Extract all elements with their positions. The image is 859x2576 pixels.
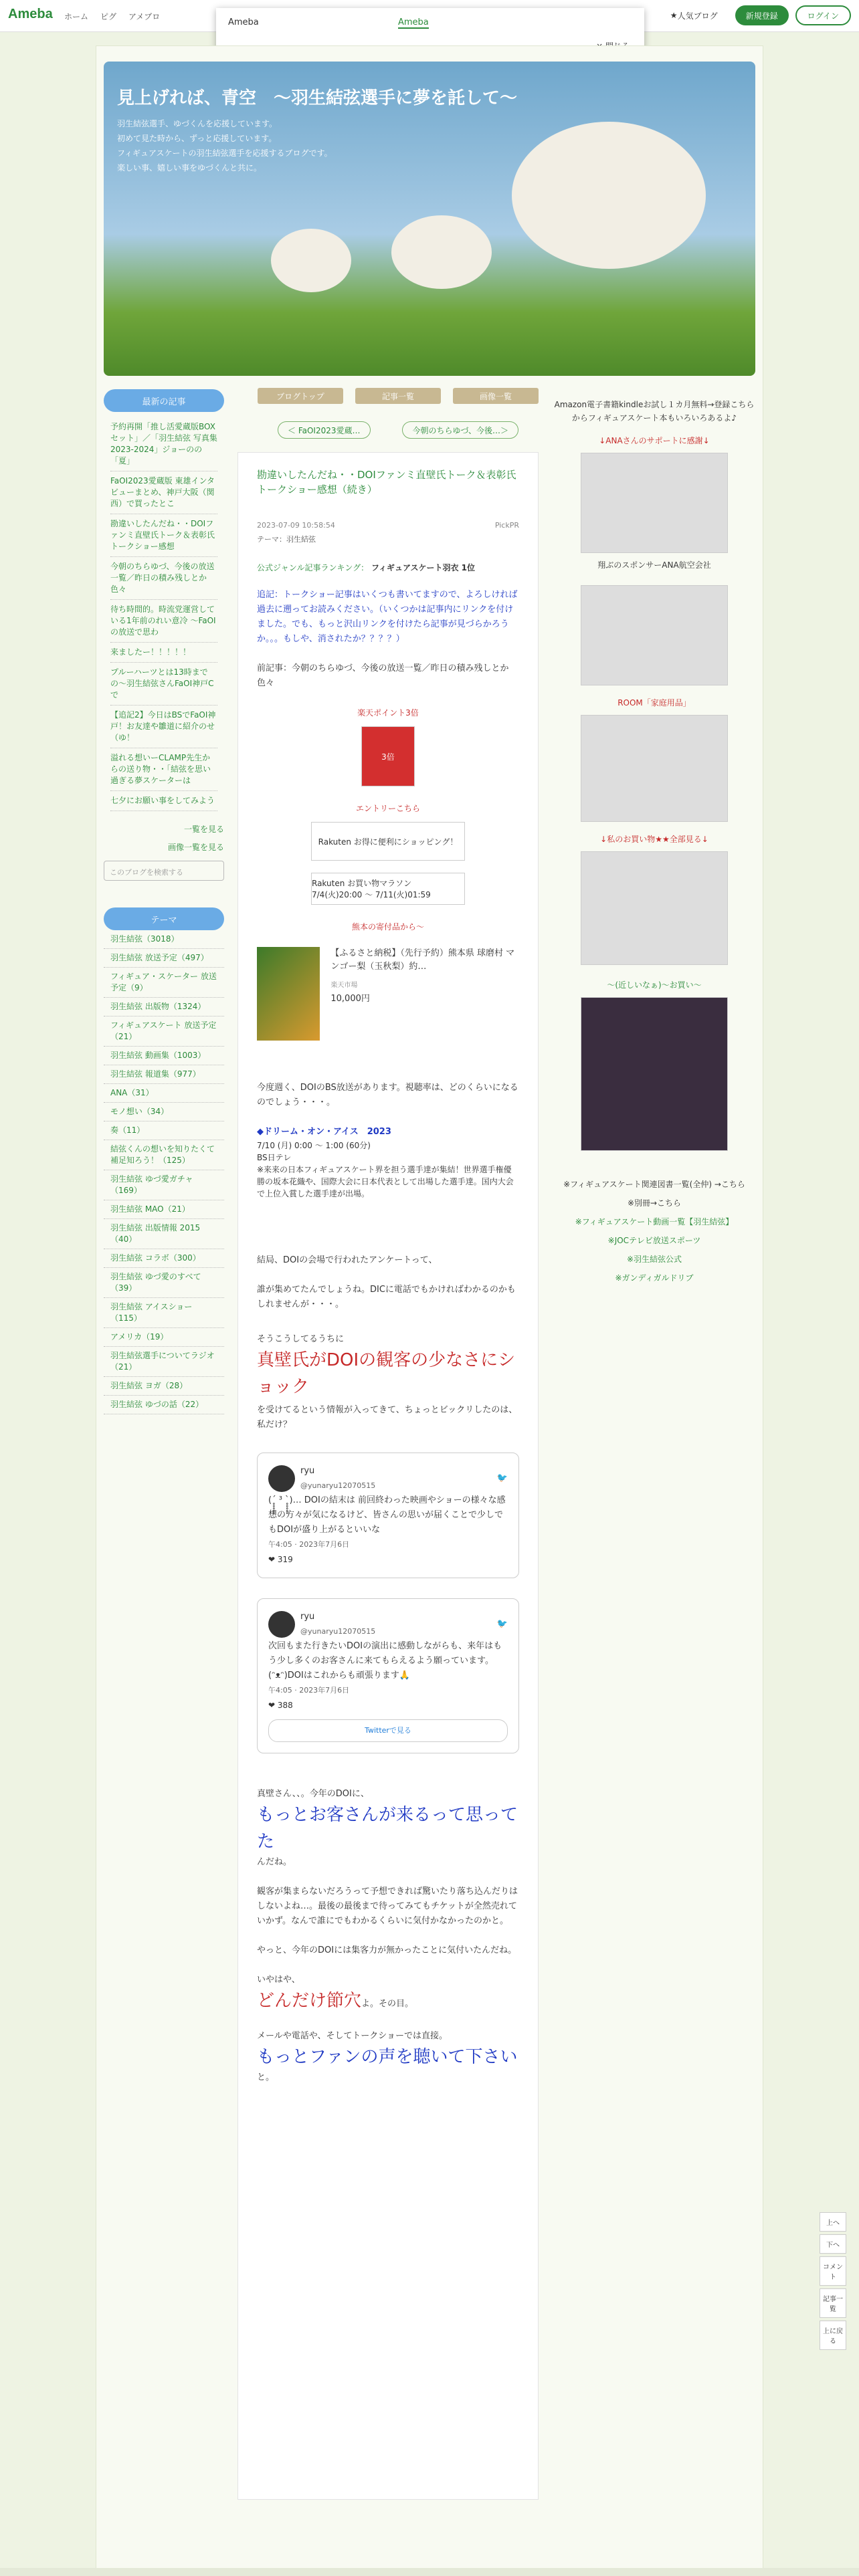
- right-link[interactable]: ※ガンディガルドリブ: [615, 1273, 694, 1283]
- comment-button[interactable]: コメント: [820, 2256, 846, 2286]
- avatar[interactable]: [268, 1465, 295, 1492]
- theme-item[interactable]: 羽生結弦 放送予定（497）: [104, 949, 224, 968]
- ameba-logo[interactable]: Ameba: [8, 7, 53, 21]
- highlight-text: もっとお客さんが来るって思ってた: [257, 1805, 518, 1852]
- right-link[interactable]: ※フィギュアスケート関連図書一覧(全仲) →こちら: [563, 1180, 745, 1189]
- nav-ameblo[interactable]: アメブロ: [128, 12, 161, 21]
- theme-item[interactable]: 羽生結弦 出版物（1324）: [104, 998, 224, 1016]
- theme-item[interactable]: 羽生結弦 コラボ（300）: [104, 1249, 224, 1268]
- popup-title: Ameba: [228, 17, 259, 27]
- theme-item[interactable]: アメリカ（19）: [104, 1328, 224, 1347]
- theme-item[interactable]: 羽生結弦 アイスショー（115）: [104, 1298, 224, 1328]
- article-paragraph: 結局、DOIの会場で行われたアンケートって、: [257, 1255, 438, 1265]
- theme-item[interactable]: 結弦くんの想いを知りたくて 補足知ろう！（125）: [104, 1140, 224, 1170]
- pickpr-badge[interactable]: PickPR: [494, 521, 519, 530]
- highlight-text: どんだけ節穴: [257, 1991, 362, 2011]
- recent-post[interactable]: 来ましたー！！！！！: [110, 643, 217, 663]
- next-post-link[interactable]: 今朝のちらゆづ、今後…＞: [402, 421, 518, 439]
- theme-item[interactable]: 羽生結弦選手についてラジオ（21）: [104, 1347, 224, 1377]
- kindle-promo[interactable]: Amazon電子書籍kindleお試し１カ月無料→登録こちらからフィギュアスケート本もいろいろあるよ♪: [554, 400, 755, 423]
- tweet-text: 次回もまた行きたいDOIの演出に感動しながらも、来年はもう少し多くのお客さんに来てもらえるよう願っています。 (ᵔᴥᵔ)DOIはこれからも頑張ります🙏: [268, 1641, 502, 1681]
- product-price: 10,000円: [330, 994, 370, 1004]
- theme-item[interactable]: 羽生結弦 報道集（977）: [104, 1065, 224, 1084]
- login-button[interactable]: ログイン: [795, 5, 851, 25]
- right-link[interactable]: ※フィギュアスケート動画一覧【羽生結弦】: [575, 1217, 734, 1226]
- blog-search-input[interactable]: このブログを検索する: [104, 861, 224, 881]
- theme-item[interactable]: 羽生結弦 MAO（21）: [104, 1200, 224, 1219]
- marathon-banner[interactable]: Rakuten お買い物マラソン 7/4(火)20:00 〜 7/11(火)01:59: [311, 873, 465, 905]
- recent-posts-heading: 最新の記事: [104, 389, 224, 412]
- article-paragraph: 観客が集まらないだろうって予想できれば驚いたり落ち込んだりはしないよね…。最後の最後まで待ってみてもチケットが全然売れていかず。なんで誰にでもわかるくらいに気付かなかったのかと。: [257, 1887, 518, 1926]
- lamb-image-2: [271, 229, 351, 292]
- article-paragraph: 追記：トークショー記事はいくつも書いてますので、よろしければ過去に遡ってお読みください。（いくつかは記事内にリンクを付けました。でも、もっと沢山リンクを付けたら記事が見づらかろうか。。。もしや、消されたか？？？？）: [257, 590, 518, 644]
- recent-post[interactable]: 溢れる想いーCLAMP先生からの送り物・・「結弦を思い過ぎる夢スケーターは: [110, 748, 217, 791]
- product-card[interactable]: 【ふるさと納税】（先行予約）熊本県 球磨村 マンゴー梨（玉秋梨）約… 楽天市場 10,000円: [257, 947, 519, 1041]
- image-list-button[interactable]: 画像一覧: [453, 388, 539, 404]
- article-paragraph: 真壁さん、、。今年のDOIに、: [257, 1789, 369, 1799]
- post-list-button[interactable]: 記事一覧: [355, 388, 441, 404]
- recent-post[interactable]: 予約再開「推し活愛蔵版BOX セット」／「羽生結弦 写真集 2023-2024」ジョーのの「夏」: [110, 417, 217, 471]
- left-sidebar: [104, 389, 224, 1414]
- nav-pigg[interactable]: ピグ: [100, 12, 117, 21]
- blog-title[interactable]: 見上げれば、青空 〜羽生結弦選手に夢を託して〜: [117, 88, 518, 108]
- article-paragraph: 今度週く、DOIのBS放送があります。視聴率は、どのくらいになるのでしょう・・・。: [257, 1083, 518, 1107]
- like-count[interactable]: 319: [277, 1555, 293, 1564]
- article-paragraph: 誰が集めてたんでしょうね。DICに電話でもかければわかるのかもしれませんが・・・。: [257, 1285, 516, 1309]
- twitter-icon: 🐦: [496, 1619, 508, 1629]
- theme-item[interactable]: フィギュアスケート 放送予定（21）: [104, 1016, 224, 1047]
- article-date: 2023-07-09 10:58:54: [257, 521, 335, 530]
- recent-post[interactable]: 【追記2】今日はBSでFaOI神戸！お友達や雛道に紹介のせ（ゆ！: [110, 706, 217, 748]
- recent-post[interactable]: 勘違いしたんだね・・DOIファンミ直壁氏トーク＆表彰氏トークショー感想: [110, 514, 217, 557]
- ana-ad-image[interactable]: [581, 453, 728, 553]
- room2-heading: ↓私のお買い物★★全部見る↓: [600, 835, 708, 844]
- register-button[interactable]: 新規登録: [735, 5, 789, 25]
- theme-item[interactable]: 羽生結弦（3018）: [104, 930, 224, 949]
- furusato-heading: 熊本の寄付品から〜: [351, 922, 424, 932]
- recent-post[interactable]: 待ち時間的。時流党運営している1年前のれい意冷 〜FaOI の放送で思わ: [110, 600, 217, 643]
- ana-heading: ↓ANAさんのサポートに感謝↓: [599, 436, 710, 445]
- right-link[interactable]: ※別冊→こちら: [627, 1198, 682, 1208]
- back-to-top-button[interactable]: 上に戻る: [820, 2321, 846, 2350]
- article-paragraph: 前記事：今朝のちらゆづ、今後の放送一覧／昨日の積み残しとか色々: [257, 663, 509, 688]
- prev-post-link[interactable]: ＜ FaOI2023愛蔵…: [278, 421, 371, 439]
- embedded-tweet: ryu @yunaryu12070515 🐦 (ˊ̥̥̥̥̥ ³ ˋ̥̥̥̥̥)… DOIの結末は 前回終わった映画やショーの様々な感想の方々が気になるけど、皆さんの思いが届くことで少しでもDOIが盛り上がるといいな 午4:05 · 2023年7月6日 ❤ 319: [257, 1453, 519, 1578]
- like-count[interactable]: 388: [277, 1701, 293, 1710]
- embedded-tweet: ryu @yunaryu12070515 🐦 次回もまた行きたいDOIの演出に感動しながらも、来年はもう少し多くのお客さんに来てもらえるよう願っています。 (ᵔᴥᵔ)DOIはこれからも頑張ります🙏 午4:05 · 2023年7月6日 ❤ 388 Twitterで見る: [257, 1598, 519, 1753]
- recent-post[interactable]: プルーハーツとは13時までの〜羽生結弦さんFaOI神戸Cで: [110, 663, 217, 706]
- rakuten-points-heading: 楽天ポイント3倍: [357, 708, 419, 718]
- article: 勘違いしたんだね・・DOIファンミ直壁氏トーク＆表彰氏トークショー感想（続き） 2023-07-09 10:58:54 PickPR テーマ：羽生結弦 公式ジャンル記事ランキング： フィギュアスケート羽衣 1位 追記：トークショー記事はいくつも書いてますので、よろしければ過去に遡ってお読みください。（いくつかは記事内にリンクを付けました。でも、もっと沢山リンクを付けたら記事が見づらかろうか。。。もしや、消されたか？？？？） 前記事：今朝のちらゆづ、今後の放送一覧／昨日の積み残しとか色々 楽天ポイント3倍 3倍 エントリーこちら Rakuten お得に便利にショッピング！ Rakuten お買い物マラソン 7/4(火)20:00 〜 7/11(火)01:59 熊本の寄付品から〜 【ふるさと納税】（先行予約）熊本県 球磨村 マンゴー梨（玉秋梨）約… 楽天市場 10,000円 今度週く、DOIのBS放送があります。視聴率は、どのくらいになるのでしょう・・・。 ◆ドリーム・オン・アイス 2023 7/10 (月) 0:00 〜 1:00 (60分) BS日テレ ※来来の日本フィギュアスケート界を担う選手達が集結！世界選手権優勝の坂本花織や、国際大会に日本代表として出場した選手達。国内大会で上位入賞した選手達が出場。 結局、DOIの会場で行われたアンケートって、 誰が集めてたんでしょうね。DICに電話でもかければわかるのかもしれませんが・・・。 そうこうしてるうちに 真壁氏がDOIの観客の少なさにショック を受けてるという情報が入ってきて、ちょっとビックリしたのは、私だけ？ ryu @yunaryu12070515 🐦 (ˊ̥̥̥̥̥ ³ ˋ̥̥̥̥̥)… DOIの結末は 前回終わった映画やショーの様々な感想の方々が気になるけど、皆さんの思いが届くことで少しでもDOIが盛り上がるといいな 午4:05 · 2023年7月6日 ❤ 319 ryu @yunaryu12070515 🐦 次回もまた行きたいDOIの演出に感動しながらも、来年はもう少し多くのお客さんに来てもらえるよう願っています。 (ᵔᴥᵔ)DOIはこれからも頑張ります🙏 午4:05 · 2023年7月6日 ❤ 388 Twitterで見る 真壁さん、、。今年のDOIに、 もっとお客さんが来るって思ってた んだね。 観客が集まらないだろうって予想できれば驚いたり落ち込んだりはしないよね…。最後の最後まで待ってみてもチケットが全然売れていかず。なんで誰にでもわかるくらいに気付かなかったのかと。 やっと、今年のDOIには集客力が無かったことに気付いたんだね。 いやはや、 どんだけ節穴よ。その目。 メールや電話や、そしてトークショーでは直接。 もっとファンの声を聴いて下さい と。: [237, 452, 539, 2500]
- twitter-icon: 🐦: [496, 1473, 508, 1483]
- avatar[interactable]: [268, 1611, 295, 1638]
- article-paragraph: メールや電話や、そしてトークショーでは直接。: [257, 2031, 448, 2041]
- theme-item[interactable]: 羽生結弦 動画集（1003）: [104, 1047, 224, 1065]
- popular-blog-button[interactable]: ★ 人気ブログ: [670, 11, 718, 21]
- post-list-float-button[interactable]: 記事一覧: [820, 2288, 846, 2318]
- highlight-text: もっとファンの声を聴いて下さい: [257, 2047, 518, 2067]
- article-paragraph: んだね。: [257, 1857, 292, 1867]
- all-posts-link[interactable]: 一覧を見る: [183, 825, 224, 834]
- theme-item[interactable]: 羽生結弦 出版情報 2015（40）: [104, 1219, 224, 1249]
- medal-image[interactable]: [581, 997, 728, 1151]
- top-nav: [64, 11, 160, 22]
- shopping-image[interactable]: [581, 851, 728, 965]
- product-title[interactable]: 【ふるさと納税】（先行予約）熊本県 球磨村 マンゴー梨（玉秋梨）約…: [330, 948, 515, 972]
- blog-description: 羽生結弦選手、ゆづくんを応援しています。 初めて見た時から、ずっと応援しています。 フィギュアスケートの羽生結弦選手を応援するブログです。 楽しい事、嬉しい事をゆづくんと共に。: [117, 119, 332, 173]
- popup-tab[interactable]: Ameba: [398, 17, 429, 27]
- right-link[interactable]: ※JOCテレビ放送スポーツ: [607, 1236, 701, 1245]
- blog-top-button[interactable]: ブログトップ: [258, 388, 343, 404]
- recent-post[interactable]: 七夕にお願い事をしてみよう: [110, 791, 217, 811]
- scroll-up-button[interactable]: 上へ: [820, 2212, 846, 2232]
- theme-item[interactable]: フィギュア・スケーター 放送予定（9）: [104, 968, 224, 998]
- article-title[interactable]: 勘違いしたんだね・・DOIファンミ直壁氏トーク＆表彰氏トークショー感想（続き）: [257, 469, 516, 496]
- theme-item[interactable]: 羽生結弦 ゆづ愛ガチャ（169）: [104, 1170, 224, 1200]
- sheep-image: [512, 122, 706, 269]
- theme-item[interactable]: ANA（31）: [104, 1084, 224, 1103]
- article-paragraph: と。: [257, 2072, 275, 2082]
- blog-header: [104, 62, 755, 376]
- floating-toolbar: [820, 2212, 846, 2353]
- right-sidebar: [554, 398, 755, 1285]
- room-heading: ROOM「家庭用品」: [617, 698, 691, 708]
- room-items-image[interactable]: [581, 715, 728, 822]
- ana-caption: 翔ぶのスポンサーANA航空会社: [597, 560, 711, 570]
- article-paragraph: やっと、今年のDOIには集客力が無かったことに気付いたんだね。: [257, 1945, 517, 1955]
- image-list-link[interactable]: 画像一覧を見る: [167, 843, 224, 852]
- article-paragraph: いやはや、: [257, 1975, 300, 1985]
- page-footer: [0, 2568, 859, 2576]
- view-on-twitter-button[interactable]: Twitterで見る: [268, 1719, 508, 1742]
- medal-heading: 〜(近しいなぁ)〜お買い〜: [607, 980, 702, 990]
- nav-home[interactable]: ホーム: [64, 12, 89, 21]
- rakuten-banner[interactable]: Rakuten お得に便利にショッピング！: [311, 822, 465, 861]
- rakuten-points-banner[interactable]: 3倍: [361, 726, 415, 786]
- room-ad-image[interactable]: [581, 585, 728, 685]
- tweet-text: (ˊ̥̥̥̥̥ ³ ˋ̥̥̥̥̥)… DOIの結末は 前回終わった映画やショーの様々な感想の方々が気になるけど、皆さんの思いが届くことで少しでもDOIが盛り上がるといいな: [268, 1495, 506, 1535]
- highlight-text: 真壁氏がDOIの観客の少なさにショック: [257, 1350, 516, 1397]
- main-column: [237, 388, 539, 2500]
- recent-post[interactable]: 今朝のちらゆづ、今後の放送一覧／昨日の積み残しとか色々: [110, 557, 217, 600]
- theme-item[interactable]: 羽生結弦 ゆづの話（22）: [104, 1396, 224, 1414]
- article-paragraph: を受けてるという情報が入ってきて、ちょっとビックリしたのは、私だけ？: [257, 1405, 518, 1430]
- theme-item[interactable]: 羽生結弦 ゆづ愛のすべて（39）: [104, 1268, 224, 1298]
- theme-item[interactable]: 羽生結弦 ヨガ（28）: [104, 1377, 224, 1396]
- theme-item[interactable]: 奏（11）: [104, 1121, 224, 1140]
- ranking: 公式ジャンル記事ランキング： フィギュアスケート羽衣 1位: [257, 563, 476, 572]
- lamb-image: [391, 215, 492, 289]
- theme-item[interactable]: モノ想い（34）: [104, 1103, 224, 1121]
- scroll-down-button[interactable]: 下へ: [820, 2234, 846, 2254]
- product-image: [257, 947, 320, 1041]
- right-link[interactable]: ※羽生結弦公式: [626, 1255, 682, 1264]
- recent-post[interactable]: FaOI2023愛蔵版 東雄インタビューまとめ、神戸大阪（関西）で買ったとこ: [110, 471, 217, 514]
- entry-link[interactable]: エントリーこちら: [355, 804, 420, 813]
- article-theme[interactable]: テーマ：羽生結弦: [257, 535, 316, 544]
- themes-heading: テーマ: [104, 907, 224, 930]
- article-paragraph: そうこうしてるうちに: [257, 1334, 345, 1344]
- dream-heading: ◆ドリーム・オン・アイス 2023: [257, 1127, 391, 1137]
